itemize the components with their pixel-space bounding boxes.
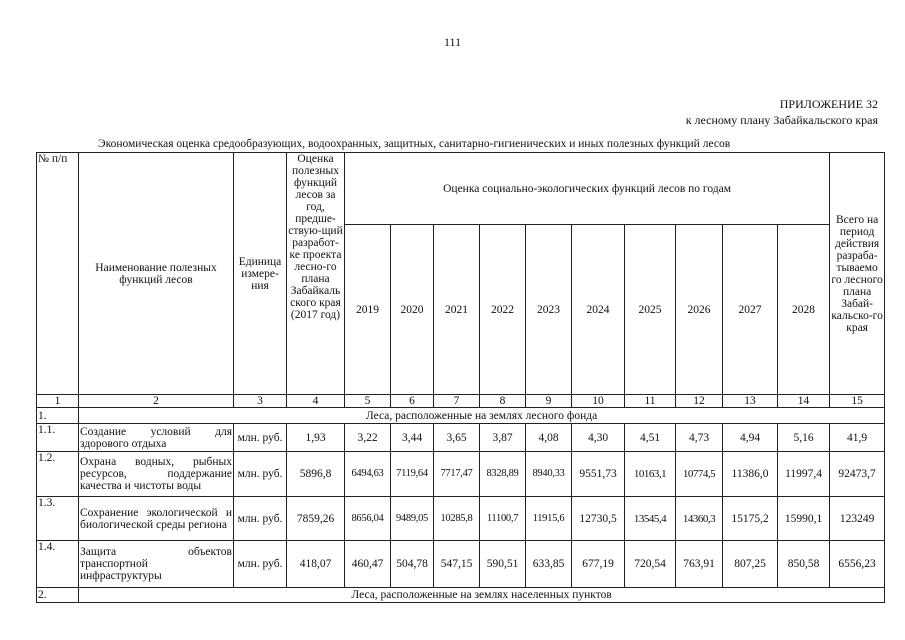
table-row: [37, 541, 885, 588]
row-value: 850,58: [778, 541, 830, 588]
row-value: 8940,33: [526, 452, 572, 497]
header-name: Наименование полезных функций лесов: [79, 153, 234, 395]
row-value: 460,47: [345, 541, 391, 588]
row-value: 547,15: [434, 541, 480, 588]
column-number: 6: [391, 395, 434, 408]
row-name: Создание условий для здорового отдыха: [80, 425, 232, 450]
row-value: 11100,7: [480, 497, 526, 541]
row-value: 6494,63: [345, 452, 391, 497]
row-value: 807,25: [723, 541, 778, 588]
header-base-estimate: Оценка полезных функций лесов за год, предше-ствую-щий разработ-ке проекта лесно-го плана Забайкаль ского края (2017 год): [287, 153, 345, 395]
document-title: Экономическая оценка средообразующих, водоохранных, защитных, санитарно-гигиенических и иных полезных функций лесов: [98, 138, 731, 150]
row-value: 15990,1: [778, 497, 830, 541]
row-value: 10774,5: [676, 452, 723, 497]
header-year: 2025: [625, 225, 676, 395]
row-value: 763,91: [676, 541, 723, 588]
section-title: Леса, расположенные на землях лесного фонда: [79, 408, 885, 424]
row-value: 3,87: [480, 424, 526, 452]
column-number: 4: [287, 395, 345, 408]
header-year: 2026: [676, 225, 723, 395]
row-unit: млн. руб.: [234, 497, 287, 541]
header-year: 2024: [572, 225, 625, 395]
column-number: 2: [79, 395, 234, 408]
row-name: Защита объектов транспортной инфраструктуры: [79, 541, 234, 588]
column-number: 8: [480, 395, 526, 408]
row-value: 720,54: [625, 541, 676, 588]
row-value: 4,08: [526, 424, 572, 452]
header-num: № п/п: [37, 153, 79, 395]
header-year: 2022: [480, 225, 526, 395]
row-value: 7717,47: [434, 452, 480, 497]
row-value: 5,16: [778, 424, 830, 452]
column-number: 15: [830, 395, 885, 408]
header-year: 2023: [526, 225, 572, 395]
column-number: 9: [526, 395, 572, 408]
row-value: 15175,2: [723, 497, 778, 541]
forest-functions-table: [36, 152, 885, 603]
row-total: 6556,23: [830, 541, 885, 588]
row-total: 92473,7: [830, 452, 885, 497]
row-unit: млн. руб.: [234, 424, 287, 452]
row-value: 4,94: [723, 424, 778, 452]
row-value: 8328,89: [480, 452, 526, 497]
header-year: 2027: [723, 225, 778, 395]
row-value: 9489,05: [391, 497, 434, 541]
row-value: 633,85: [526, 541, 572, 588]
row-value: 4,73: [676, 424, 723, 452]
header-unit: Единица измере-ния: [234, 153, 287, 395]
table-row: [37, 424, 885, 452]
row-base: 1,93: [287, 424, 345, 452]
row-value: 14360,3: [676, 497, 723, 541]
appendix-title: ПРИЛОЖЕНИЕ 32: [779, 97, 878, 111]
header-by-years: Оценка социально-экологических функций лесов по годам: [345, 153, 830, 225]
header-year: 2019: [345, 225, 391, 395]
row-total: 123249: [830, 497, 885, 541]
appendix-heading: [686, 96, 878, 128]
header-total: Всего на период действия разраба-тываемо го лесного плана Забай-кальско-го края: [830, 153, 885, 395]
header-year: 2020: [391, 225, 434, 395]
row-value: 504,78: [391, 541, 434, 588]
row-name: Охрана водных, рыбных ресурсов, поддержание качества и чистоты воды: [79, 452, 234, 497]
row-value: 4,30: [572, 424, 625, 452]
row-number: 1.1.: [37, 424, 79, 452]
row-value: 8656,04: [345, 497, 391, 541]
row-value: 11386,0: [723, 452, 778, 497]
row-base: 5896,8: [287, 452, 345, 497]
row-value: 10163,1: [625, 452, 676, 497]
row-value: 3,44: [391, 424, 434, 452]
section-number: 2.: [37, 588, 79, 603]
section-number: 1.: [37, 408, 79, 424]
row-value: 10285,8: [434, 497, 480, 541]
row-value: 3,22: [345, 424, 391, 452]
row-unit: млн. руб.: [234, 541, 287, 588]
column-number: 5: [345, 395, 391, 408]
section-title: Леса, расположенные на землях населенных пунктов: [79, 588, 885, 603]
row-value: 4,51: [625, 424, 676, 452]
column-number: 10: [572, 395, 625, 408]
column-number: 13: [723, 395, 778, 408]
column-number: 11: [625, 395, 676, 408]
column-number: 12: [676, 395, 723, 408]
row-value: 11997,4: [778, 452, 830, 497]
page-number: 111: [444, 35, 462, 49]
row-value: 11915,6: [526, 497, 572, 541]
row-base: 7859,26: [287, 497, 345, 541]
row-unit: млн. руб.: [234, 452, 287, 497]
row-value: 590,51: [480, 541, 526, 588]
row-number: 1.3.: [37, 497, 79, 541]
appendix-subtitle: к лесному плану Забайкальского края: [685, 113, 878, 127]
table-row: [37, 452, 885, 497]
row-value: 7119,64: [391, 452, 434, 497]
column-number: 3: [234, 395, 287, 408]
row-name: Сохранение экологической и биологической среды региона: [79, 497, 234, 541]
row-total: 41,9: [830, 424, 885, 452]
column-number: 14: [778, 395, 830, 408]
column-number: 1: [37, 395, 79, 408]
column-number: 7: [434, 395, 480, 408]
row-value: 3,65: [434, 424, 480, 452]
row-value: 12730,5: [572, 497, 625, 541]
row-number: 1.4.: [37, 541, 79, 588]
row-value: 677,19: [572, 541, 625, 588]
row-value: 13545,4: [625, 497, 676, 541]
header-year: 2028: [778, 225, 830, 395]
row-value: 9551,73: [572, 452, 625, 497]
row-base: 418,07: [287, 541, 345, 588]
row-number: 1.2.: [37, 452, 79, 497]
header-year: 2021: [434, 225, 480, 395]
table-row: [37, 497, 885, 541]
